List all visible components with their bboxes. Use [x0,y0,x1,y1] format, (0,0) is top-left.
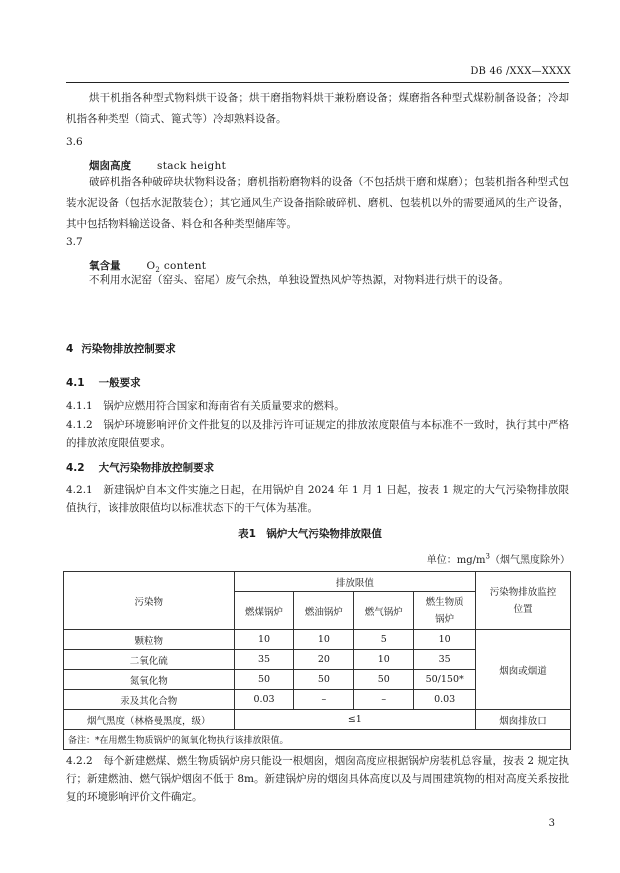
cell: 50 [234,670,294,690]
header-coal-boiler: 燃煤锅炉 [234,592,294,630]
paragraph-stack-height-body: 破碎机指各种破碎块状物料设备；磨机指粉磨物料的设备（不包括烘干磨和煤磨）；包装机指各种型式包装水泥设备（包括水泥散装仓）；其它通风生产设备指除破碎机、磨机、包装机以外的需要通风的生产设备，其中包括物料输送设备、料仓和各种类型储库等。 [66,176,569,230]
section-4-1-heading [66,375,141,390]
section-title: 污染物排放控制要求 [81,343,176,355]
clause-4-2-2: 4.2.2 每个新建燃煤、燃生物质锅炉房只能设一根烟囱，烟囱高度应根据锅炉房装机总容量，按表 2 规定执行；新建燃油、燃气锅炉烟囱不低于 8m。新建锅炉房的烟囱具体高度以及与周围建筑物的相对高度关系按批复的环境影响评价文件确定。 [66,755,569,803]
term-cn: 烟囱高度 [89,160,131,172]
row-name: 烟气黑度（林格曼黑度，级） [64,710,235,730]
row-name: 二氧化硫 [64,650,235,670]
monitor-stack-outlet: 烟囱排放口 [476,710,571,730]
section-number: 4 [66,343,74,355]
table-row [64,710,571,730]
cell: 50 [354,670,414,690]
monitor-flue: 烟囱或烟道 [476,630,571,710]
unit-text: 单位：mg/m [426,555,486,566]
paragraph-dryer-definition: 烘干机指各种型式物料烘干设备；烘干磨指物料烘干兼粉磨设备；煤磨指各种型式煤粉制备设备；冷却机指各种类型（筒式、篦式等）冷却熟料设备。 [66,92,569,125]
term-en-content: content [160,260,207,272]
section-number: 4.2 [66,462,85,474]
section-3-7-number: 3.7 [66,236,83,248]
header-biomass-boiler: 燃生物质锅炉 [414,592,476,630]
table-unit [427,551,570,566]
cell: 10 [354,650,414,670]
clause-4-2-1: 4.2.1 新建锅炉自本文件实施之日起，在用锅炉自 2024 年 1 月 1 日起，按表 1 规定的大气污染物排放限值执行，该排放限值均以标准状态下的干气体为基准。 [66,484,569,514]
clause-4-1-1: 4.1.1 锅炉应燃用符合国家和海南省有关质量要求的燃料。 [66,400,345,412]
section-number: 4.1 [66,377,85,389]
unit-sup: 3 [485,552,490,561]
cell: 35 [234,650,294,670]
cell: – [354,690,414,710]
cell: 35 [414,650,476,670]
cell: 10 [234,630,294,650]
document-code-header: DB 46 /XXX—XXXX [470,66,571,77]
row-name: 汞及其化合物 [64,690,235,710]
cell: 5 [354,630,414,650]
section-4-heading [66,341,176,356]
section-4-2-heading [66,460,214,475]
row-name: 氮氧化物 [64,670,235,690]
header-pollutant: 污染物 [64,572,235,630]
table-caption: 表1 锅炉大气污染物排放限值 [238,528,382,540]
cell: 20 [294,650,354,670]
term-en-o: O [146,260,156,272]
table-row [64,630,571,650]
term-en-sub: 2 [155,266,161,275]
emission-limits-table [63,571,571,750]
header-rule [66,82,569,83]
term-en: stack height [157,160,227,172]
cell: – [294,690,354,710]
unit-note: （烟气黑度除外） [490,555,570,566]
cell: 10 [294,630,354,650]
cell: 50/150* [414,670,476,690]
term-stack-height [89,158,226,173]
clause-4-1-2: 4.1.2 锅炉环境影响评价文件批复的以及排污许可证规定的排放浓度限值与本标准不一致时，执行其中严格的排放浓度限值要求。 [66,419,569,449]
table-note: 备注：*在用燃生物质锅炉的氮氧化物执行该排放限值。 [64,730,571,750]
section-title: 大气污染物排放控制要求 [98,462,215,474]
page-number: 3 [548,818,555,829]
term-cn: 氧含量 [89,260,121,272]
cell: 50 [294,670,354,690]
row-name: 颗粒物 [64,630,235,650]
cell: 10 [414,630,476,650]
section-title: 一般要求 [98,377,141,389]
smoke-value: ≤1 [234,710,476,730]
header-gas-boiler: 燃气锅炉 [354,592,414,630]
cell: 0.03 [414,690,476,710]
cell: 0.03 [234,690,294,710]
section-3-6-number: 3.6 [66,136,83,148]
header-monitor-location: 污染物排放监控位置 [476,572,571,630]
header-oil-boiler: 燃油锅炉 [294,592,354,630]
paragraph-oxygen-body: 不利用水泥窑（窑头、窑尾）废气余热，单独设置热风炉等热源，对物料进行烘干的设备。 [89,274,509,286]
header-limits: 排放限值 [234,572,476,592]
